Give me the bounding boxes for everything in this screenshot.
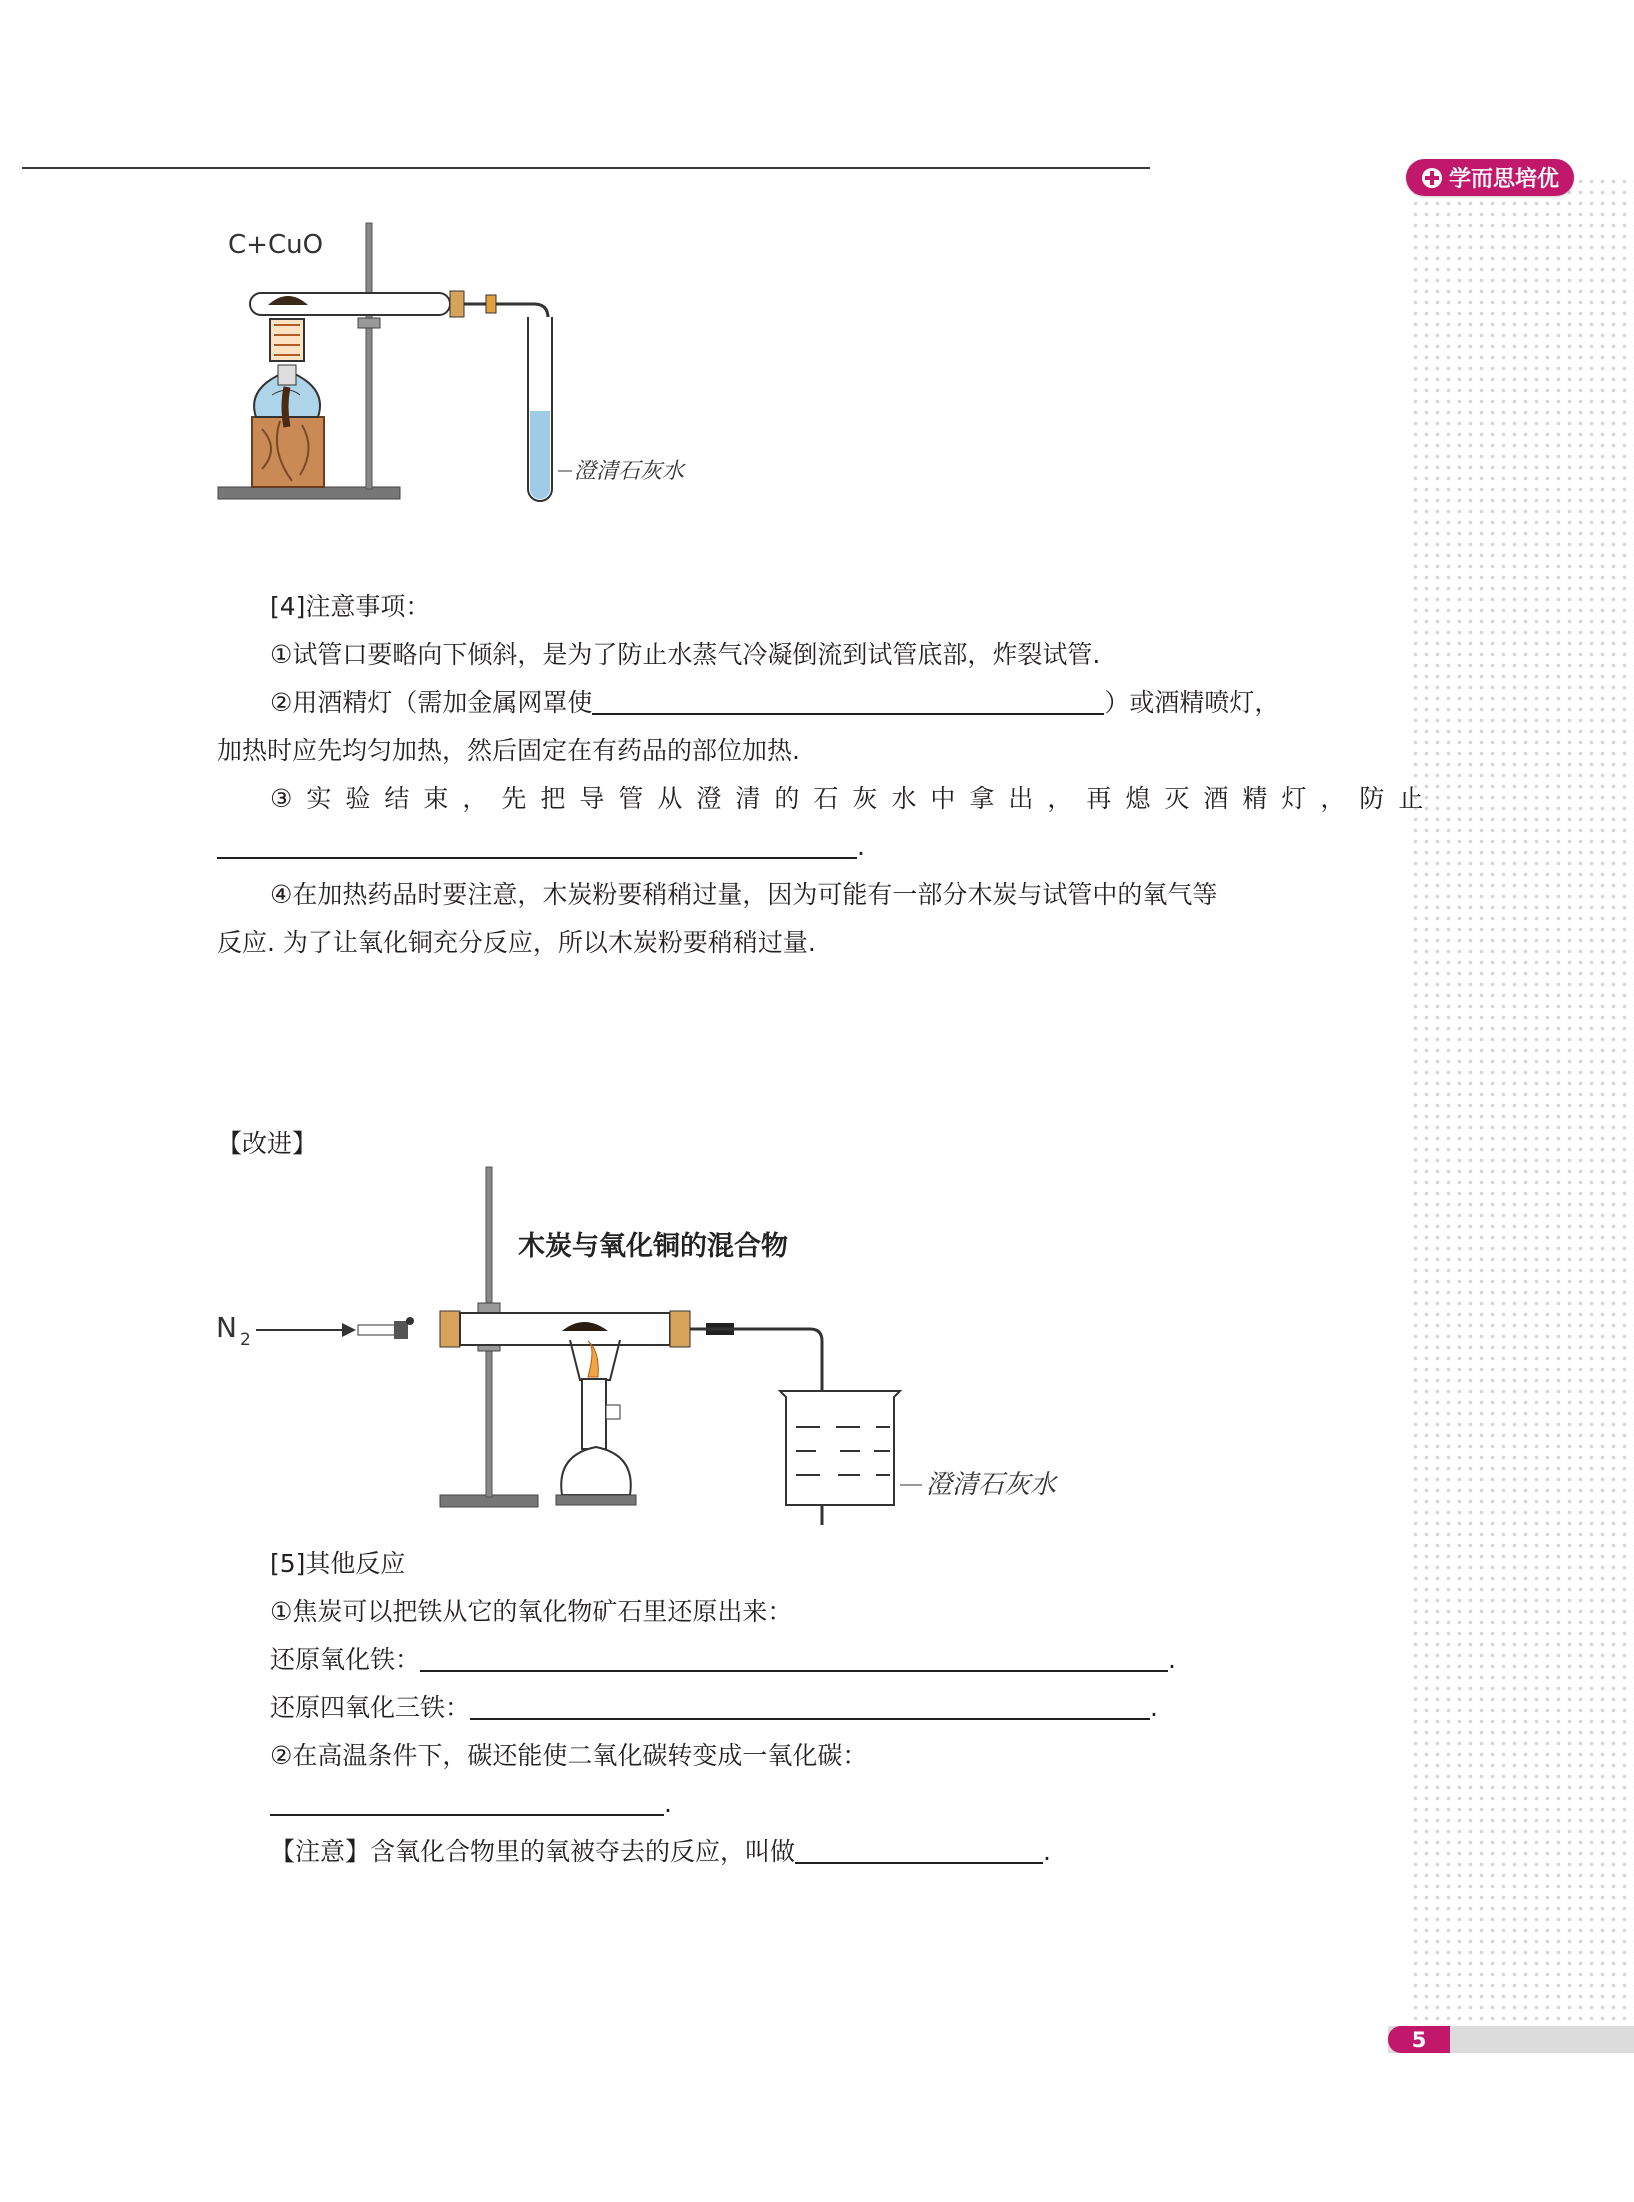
limewater-label-1: 澄清石灰水 xyxy=(574,459,685,484)
answer-blank-6[interactable] xyxy=(795,1834,1043,1864)
figure-improved-apparatus xyxy=(210,1165,1110,1525)
co-end: . xyxy=(664,1789,672,1818)
brand-badge xyxy=(1406,159,1574,196)
fe3o4-end: . xyxy=(1150,1693,1158,1722)
improve-heading: 【改进】 xyxy=(217,1129,318,1158)
note-end: . xyxy=(1043,1837,1051,1866)
section4-item4-line2: 反应. 为了让氧化铜充分反应，所以木炭粉要稍稍过量. xyxy=(217,928,816,957)
brand-name: 学而思培优 xyxy=(1448,167,1559,192)
section4-item2 xyxy=(270,679,1279,727)
section5-heading: [5]其他反应 xyxy=(270,1549,406,1578)
section4-item3-end: . xyxy=(857,832,865,861)
section5-item2: ②在高温条件下，碳还能使二氧化碳转变成一氧化碳： xyxy=(270,1741,868,1770)
section4-item3-line1: ③实验结束，先把导管从澄清的石灰水中拿出，再熄灭酒精灯，防止 xyxy=(270,784,1438,813)
gas-label: N xyxy=(216,1311,237,1344)
section5-fe3o4 xyxy=(270,1684,1158,1732)
fe2o3-label: 还原氧化铁： xyxy=(270,1645,421,1674)
section5-note xyxy=(270,1828,1051,1876)
answer-blank-5[interactable] xyxy=(270,1786,664,1816)
fe3o4-label: 还原四氧化三铁： xyxy=(270,1693,471,1722)
section4-item2-line2: 加热时应先均匀加热，然后固定在有药品的部位加热. xyxy=(217,736,800,765)
section5-fe2o3 xyxy=(270,1636,1176,1684)
fe2o3-end: . xyxy=(1168,1645,1176,1674)
section4-heading: [4]注意事项： xyxy=(270,592,431,621)
section4-item3-line2 xyxy=(217,823,865,871)
section4-item2-after: ）或酒精喷灯， xyxy=(1104,688,1280,717)
note-text: 【注意】含氧化合物里的氧被夺去的反应，叫做 xyxy=(270,1837,796,1866)
figure-carbon-reduction-apparatus xyxy=(210,215,750,515)
limewater-label-2: 澄清石灰水 xyxy=(926,1470,1057,1500)
answer-blank-4[interactable] xyxy=(470,1690,1150,1720)
formula-label: C+CuO xyxy=(228,230,324,260)
brand-logo-icon xyxy=(1421,167,1443,189)
answer-blank-3[interactable] xyxy=(420,1642,1168,1672)
page-number: 5 xyxy=(1388,2026,1450,2053)
answer-blank-1[interactable] xyxy=(592,685,1104,715)
answer-blank-2[interactable] xyxy=(217,829,857,859)
side-dot-panel xyxy=(1410,176,1634,2026)
top-rule xyxy=(22,167,1150,169)
section5-co-line xyxy=(270,1780,672,1828)
section4-item1: ①试管口要略向下倾斜，是为了防止水蒸气冷凝倒流到试管底部，炸裂试管. xyxy=(270,640,1101,669)
mixture-label: 木炭与氧化铜的混合物 xyxy=(518,1231,788,1262)
gas-subscript: 2 xyxy=(240,1330,251,1350)
section4-item4-line1: ④在加热药品时要注意，木炭粉要稍稍过量，因为可能有一部分木炭与试管中的氧气等 xyxy=(270,880,1218,909)
section4-item2-before: ②用酒精灯（需加金属网罩使 xyxy=(270,688,593,717)
section5-item1: ①焦炭可以把铁从它的氧化物矿石里还原出来： xyxy=(270,1597,793,1626)
